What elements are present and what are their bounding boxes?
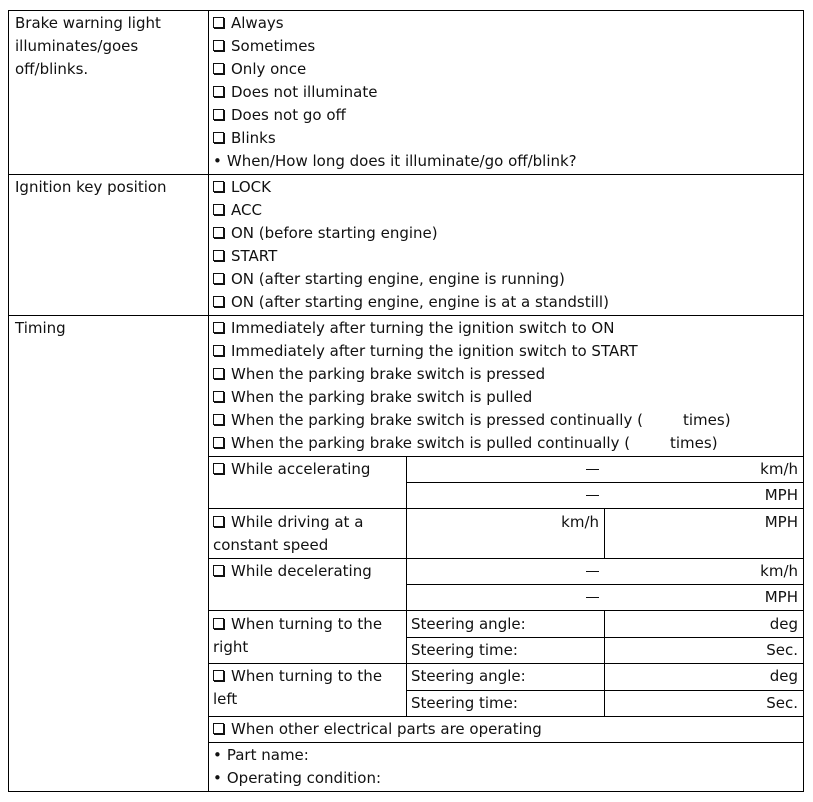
turning-left-line2: left bbox=[213, 690, 238, 708]
option-constant-speed[interactable]: While driving at a bbox=[213, 511, 363, 534]
option-on-running[interactable]: ON (after starting engine, engine is running) bbox=[213, 268, 565, 291]
option-after-ignition-on[interactable]: Immediately after turning the ignition switch to ON bbox=[213, 317, 614, 340]
option-blinks[interactable]: Blinks bbox=[213, 127, 276, 150]
steering-time-label: Steering time: bbox=[411, 641, 518, 659]
sub-divider bbox=[406, 584, 804, 585]
option-start[interactable]: START bbox=[213, 245, 277, 268]
sub-divider bbox=[406, 637, 804, 638]
unit-kmh: km/h bbox=[760, 460, 798, 478]
checkbox-icon[interactable] bbox=[213, 86, 224, 97]
brake-label-line: off/blinks. bbox=[15, 60, 89, 78]
table-border-right bbox=[803, 10, 804, 792]
table-border-bottom bbox=[8, 791, 804, 792]
checkbox-icon[interactable] bbox=[213, 345, 224, 356]
bullet-icon: • bbox=[213, 746, 222, 764]
brake-label-line: Brake warning light bbox=[15, 14, 161, 32]
option-while-accelerating[interactable]: While accelerating bbox=[213, 458, 370, 481]
sub-column-divider bbox=[604, 508, 605, 558]
unit-kmh: km/h bbox=[760, 562, 798, 580]
column-divider bbox=[208, 10, 209, 792]
option-on-before-start[interactable]: ON (before starting engine) bbox=[213, 222, 438, 245]
checkbox-icon[interactable] bbox=[213, 723, 224, 734]
range-dash bbox=[586, 571, 599, 572]
checkbox-icon[interactable] bbox=[213, 132, 224, 143]
steering-angle-label: Steering angle: bbox=[411, 615, 526, 633]
checkbox-icon[interactable] bbox=[213, 437, 224, 448]
times-label: times) bbox=[683, 411, 731, 429]
unit-deg: deg bbox=[769, 667, 798, 685]
row-divider bbox=[8, 174, 804, 175]
option-turning-left[interactable]: When turning to the bbox=[213, 665, 382, 688]
brake-label-line: illuminates/goes bbox=[15, 37, 139, 55]
sub-divider bbox=[208, 610, 804, 611]
checkbox-icon[interactable] bbox=[213, 181, 224, 192]
option-does-not-go-off[interactable]: Does not go off bbox=[213, 104, 346, 127]
checkbox-icon[interactable] bbox=[213, 516, 224, 527]
option-on-standstill[interactable]: ON (after starting engine, engine is at a standstill) bbox=[213, 291, 609, 314]
checkbox-icon[interactable] bbox=[213, 391, 224, 402]
option-other-electrical-parts[interactable]: When other electrical parts are operating bbox=[213, 718, 542, 741]
bullet-icon: • bbox=[213, 769, 222, 787]
checkbox-icon[interactable] bbox=[213, 227, 224, 238]
table-border-left bbox=[8, 10, 9, 792]
sub-divider bbox=[208, 508, 804, 509]
checkbox-icon[interactable] bbox=[213, 414, 224, 425]
checkbox-icon[interactable] bbox=[213, 63, 224, 74]
operating-condition-field[interactable]: • Operating condition: bbox=[213, 767, 381, 790]
sub-divider bbox=[208, 742, 804, 743]
option-brake-pressed[interactable]: When the parking brake switch is pressed bbox=[213, 363, 545, 386]
sub-column-divider bbox=[406, 456, 407, 716]
option-only-once[interactable]: Only once bbox=[213, 58, 306, 81]
checkbox-icon[interactable] bbox=[213, 273, 224, 284]
unit-mph: MPH bbox=[764, 588, 798, 606]
unit-mph: MPH bbox=[764, 486, 798, 504]
option-after-ignition-start[interactable]: Immediately after turning the ignition switch to START bbox=[213, 340, 638, 363]
timing-label: Timing bbox=[15, 319, 66, 337]
checkbox-icon[interactable] bbox=[213, 250, 224, 261]
bullet-icon: • bbox=[213, 152, 222, 170]
steering-time-label: Steering time: bbox=[411, 694, 518, 712]
option-lock[interactable]: LOCK bbox=[213, 176, 271, 199]
checkbox-icon[interactable] bbox=[213, 670, 224, 681]
option-does-not-illuminate[interactable]: Does not illuminate bbox=[213, 81, 377, 104]
range-dash bbox=[586, 597, 599, 598]
row-divider bbox=[8, 315, 804, 316]
part-name-field[interactable]: • Part name: bbox=[213, 744, 309, 767]
checkbox-icon[interactable] bbox=[213, 204, 224, 215]
ignition-label: Ignition key position bbox=[15, 178, 167, 196]
table-border-top bbox=[8, 10, 804, 11]
constant-speed-line2: constant speed bbox=[213, 536, 329, 554]
steering-angle-label: Steering angle: bbox=[411, 667, 526, 685]
unit-sec: Sec. bbox=[766, 694, 798, 712]
unit-kmh: km/h bbox=[561, 513, 599, 531]
checkbox-icon[interactable] bbox=[213, 322, 224, 333]
checkbox-icon[interactable] bbox=[213, 463, 224, 474]
times-label: times) bbox=[670, 434, 718, 452]
range-dash bbox=[586, 469, 599, 470]
sub-divider bbox=[208, 716, 804, 717]
checkbox-icon[interactable] bbox=[213, 565, 224, 576]
turning-right-line2: right bbox=[213, 638, 249, 656]
unit-mph: MPH bbox=[764, 513, 798, 531]
option-brake-pulled-continually[interactable]: When the parking brake switch is pulled continually ( bbox=[213, 432, 630, 455]
option-always[interactable]: Always bbox=[213, 12, 284, 35]
checkbox-icon[interactable] bbox=[213, 109, 224, 120]
option-turning-right[interactable]: When turning to the bbox=[213, 613, 382, 636]
sub-column-divider bbox=[604, 610, 605, 716]
checkbox-icon[interactable] bbox=[213, 618, 224, 629]
sub-divider bbox=[406, 482, 804, 483]
option-sometimes[interactable]: Sometimes bbox=[213, 35, 315, 58]
sub-divider bbox=[406, 690, 804, 691]
option-brake-pulled[interactable]: When the parking brake switch is pulled bbox=[213, 386, 532, 409]
checkbox-icon[interactable] bbox=[213, 368, 224, 379]
option-acc[interactable]: ACC bbox=[213, 199, 262, 222]
unit-sec: Sec. bbox=[766, 641, 798, 659]
option-while-decelerating[interactable]: While decelerating bbox=[213, 560, 372, 583]
unit-deg: deg bbox=[769, 615, 798, 633]
checkbox-icon[interactable] bbox=[213, 17, 224, 28]
checkbox-icon[interactable] bbox=[213, 40, 224, 51]
brake-note: • When/How long does it illuminate/go off/blink? bbox=[213, 150, 577, 173]
sub-divider bbox=[208, 663, 804, 664]
sub-divider bbox=[208, 456, 804, 457]
checkbox-icon[interactable] bbox=[213, 296, 224, 307]
range-dash bbox=[586, 495, 599, 496]
sub-divider bbox=[208, 558, 804, 559]
option-brake-pressed-continually[interactable]: When the parking brake switch is pressed continually ( bbox=[213, 409, 643, 432]
